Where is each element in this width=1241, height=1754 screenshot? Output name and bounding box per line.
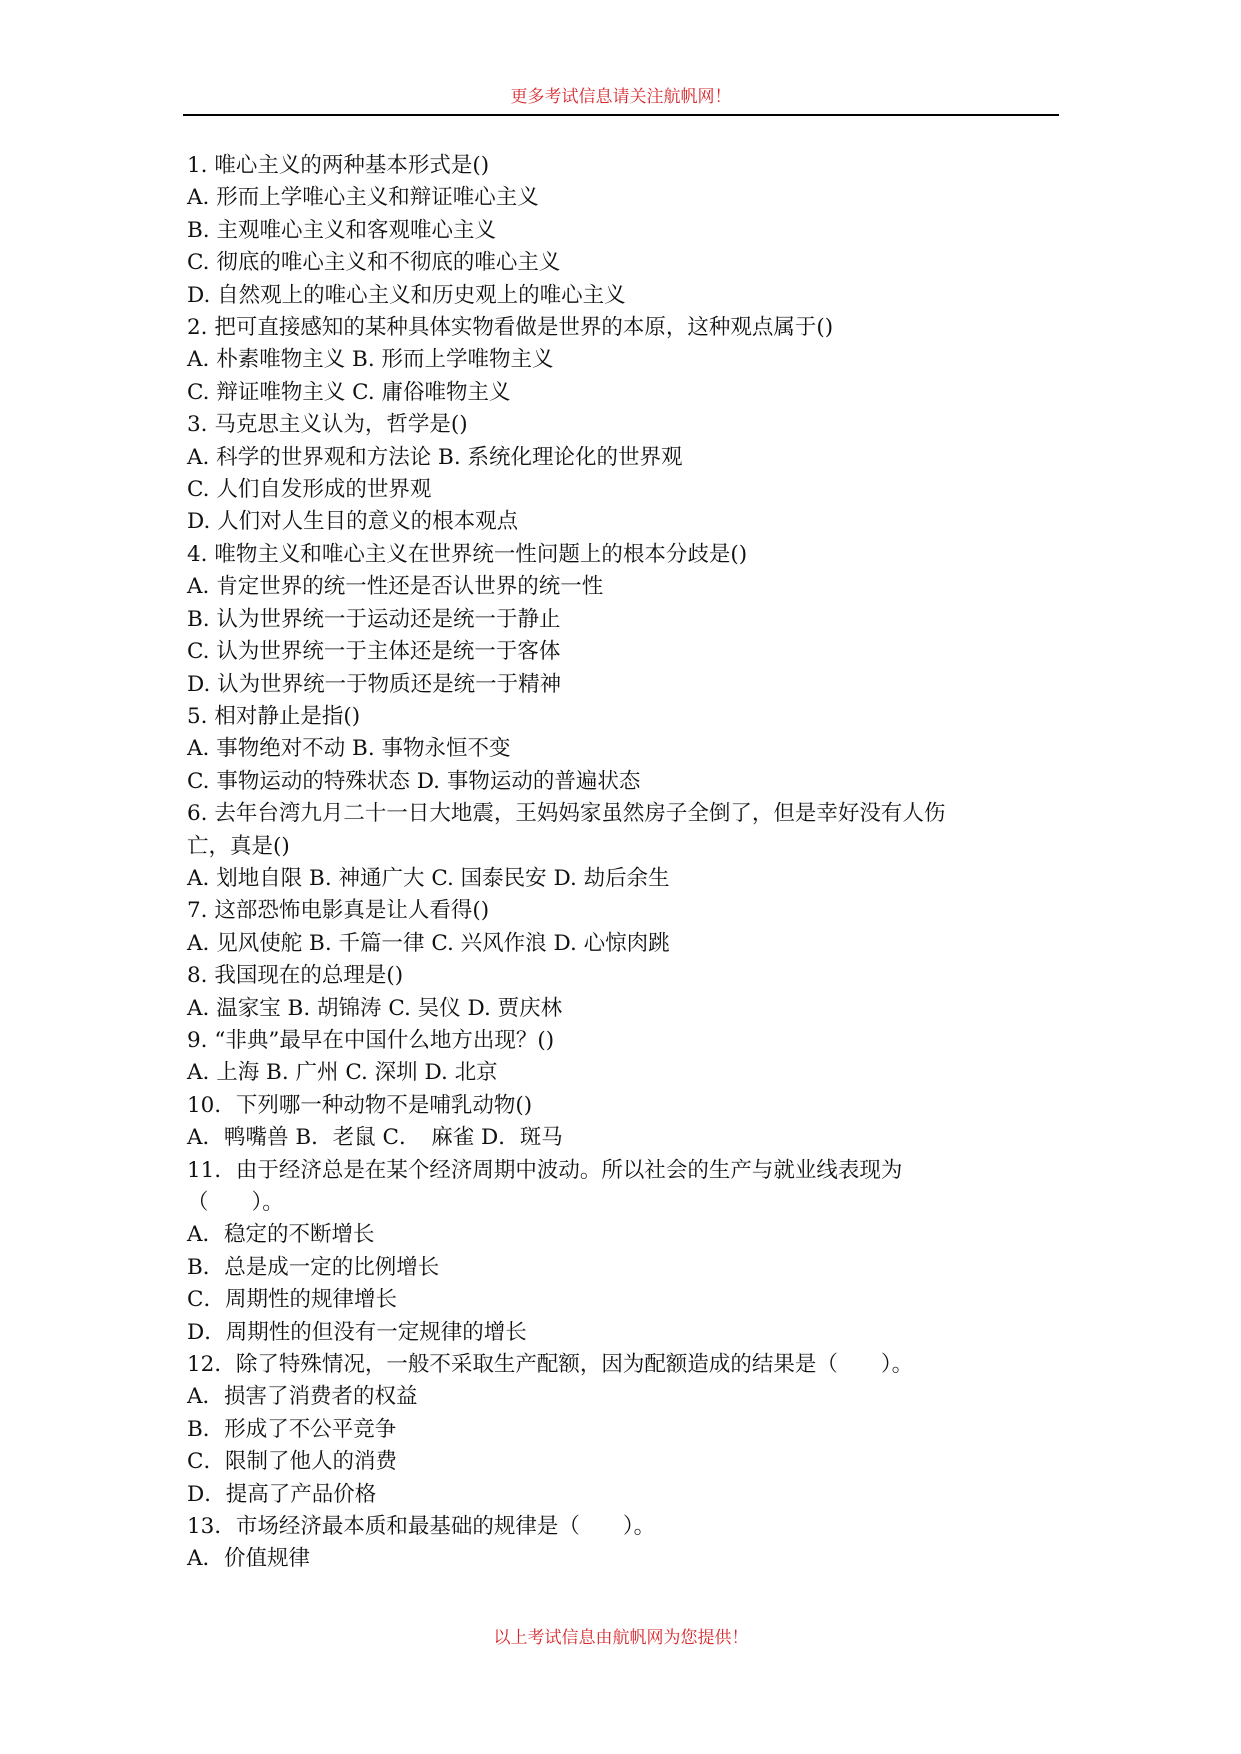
text-line: 9. “非典”最早在中国什么地方出现？(): [187, 1027, 555, 1053]
text-line: 4. 唯物主义和唯心主义在世界统一性问题上的根本分歧是(): [187, 541, 748, 567]
text-line: 1. 唯心主义的两种基本形式是(): [187, 153, 490, 178]
text-line: C．周期性的规律增长: [187, 1287, 397, 1313]
text-line: D. 认为世界统一于物质还是统一于精神: [187, 671, 562, 697]
text-line: 7. 这部恐怖电影真是让人看得(): [187, 898, 490, 924]
text-line: A．鸭嘴兽 B．老鼠 C． 麻雀 D．斑马: [187, 1125, 563, 1151]
text-line: 5. 相对静止是指(): [187, 703, 361, 729]
text-line: （ ）。: [187, 1190, 284, 1215]
text-line: 10．下列哪一种动物不是哺乳动物(): [187, 1092, 533, 1118]
text-line: D. 人们对人生目的意义的根本观点: [187, 509, 519, 535]
text-line: C. 认为世界统一于主体还是统一于客体: [187, 639, 561, 665]
text-line: C. 事物运动的特殊状态 D. 事物运动的普遍状态: [187, 768, 641, 794]
text-line: 3. 马克思主义认为，哲学是(): [187, 412, 468, 438]
text-line: B. 主观唯心主义和客观唯心主义: [187, 217, 496, 243]
text-line: B．形成了不公平竞争: [187, 1416, 397, 1442]
text-line: A．稳定的不断增长: [187, 1222, 375, 1248]
text-line: A. 划地自限 B. 神通广大 C. 国泰民安 D. 劫后余生: [187, 865, 670, 891]
text-line: 2. 把可直接感知的某种具体实物看做是世界的本原，这种观点属于(): [187, 315, 834, 341]
text-line: A. 形而上学唯心主义和辩证唯心主义: [187, 185, 539, 211]
text-line: A. 肯定世界的统一性还是否认世界的统一性: [187, 574, 604, 600]
header-divider: [183, 114, 1059, 116]
text-line: C. 彻底的唯心主义和不彻底的唯心主义: [187, 250, 561, 276]
text-line: A. 朴素唯物主义 B. 形而上学唯物主义: [187, 347, 554, 373]
text-line: B. 认为世界统一于运动还是统一于静止: [187, 606, 561, 632]
text-line: D．周期性的但没有一定规律的增长: [187, 1319, 527, 1345]
text-line: A. 见风使舵 B. 千篇一律 C. 兴风作浪 D. 心惊肉跳: [187, 930, 670, 956]
text-line: 11．由于经济总是在某个经济周期中波动。所以社会的生产与就业线表现为: [187, 1157, 903, 1183]
text-line: C．限制了他人的消费: [187, 1449, 397, 1475]
text-line: 亡，真是(): [187, 833, 290, 859]
page-footer: 以上考试信息由航帆网为您提供！: [493, 1628, 749, 1648]
text-line: A. 科学的世界观和方法论 B. 系统化理论化的世界观: [187, 444, 683, 470]
text-line: 12．除了特殊情况，一般不采取生产配额，因为配额造成的结果是（ ）。: [187, 1352, 914, 1378]
text-line: D. 自然观上的唯心主义和历史观上的唯心主义: [187, 282, 626, 308]
text-line: A. 上海 B. 广州 C. 深圳 D. 北京: [187, 1060, 498, 1086]
text-line: A．损害了消费者的权益: [187, 1384, 418, 1410]
text-line: A．价值规律: [187, 1546, 311, 1572]
text-line: D．提高了产品价格: [187, 1481, 377, 1507]
text-line: 8. 我国现在的总理是(): [187, 963, 404, 989]
text-line: 6. 去年台湾九月二十一日大地震，王妈妈家虽然房子全倒了，但是幸好没有人伤: [187, 801, 946, 827]
text-line: C. 辩证唯物主义 C. 庸俗唯物主义: [187, 379, 511, 405]
document-body: [187, 150, 1059, 1576]
text-line: 13．市场经济最本质和最基础的规律是（ ）。: [187, 1514, 656, 1540]
text-line: C. 人们自发形成的世界观: [187, 477, 432, 503]
text-line: A. 温家宝 B. 胡锦涛 C. 吴仪 D. 贾庆林: [187, 995, 563, 1021]
page-header: 更多考试信息请关注航帆网！: [510, 87, 732, 107]
text-line: A. 事物绝对不动 B. 事物永恒不变: [187, 736, 511, 762]
text-line: B．总是成一定的比例增长: [187, 1254, 440, 1280]
